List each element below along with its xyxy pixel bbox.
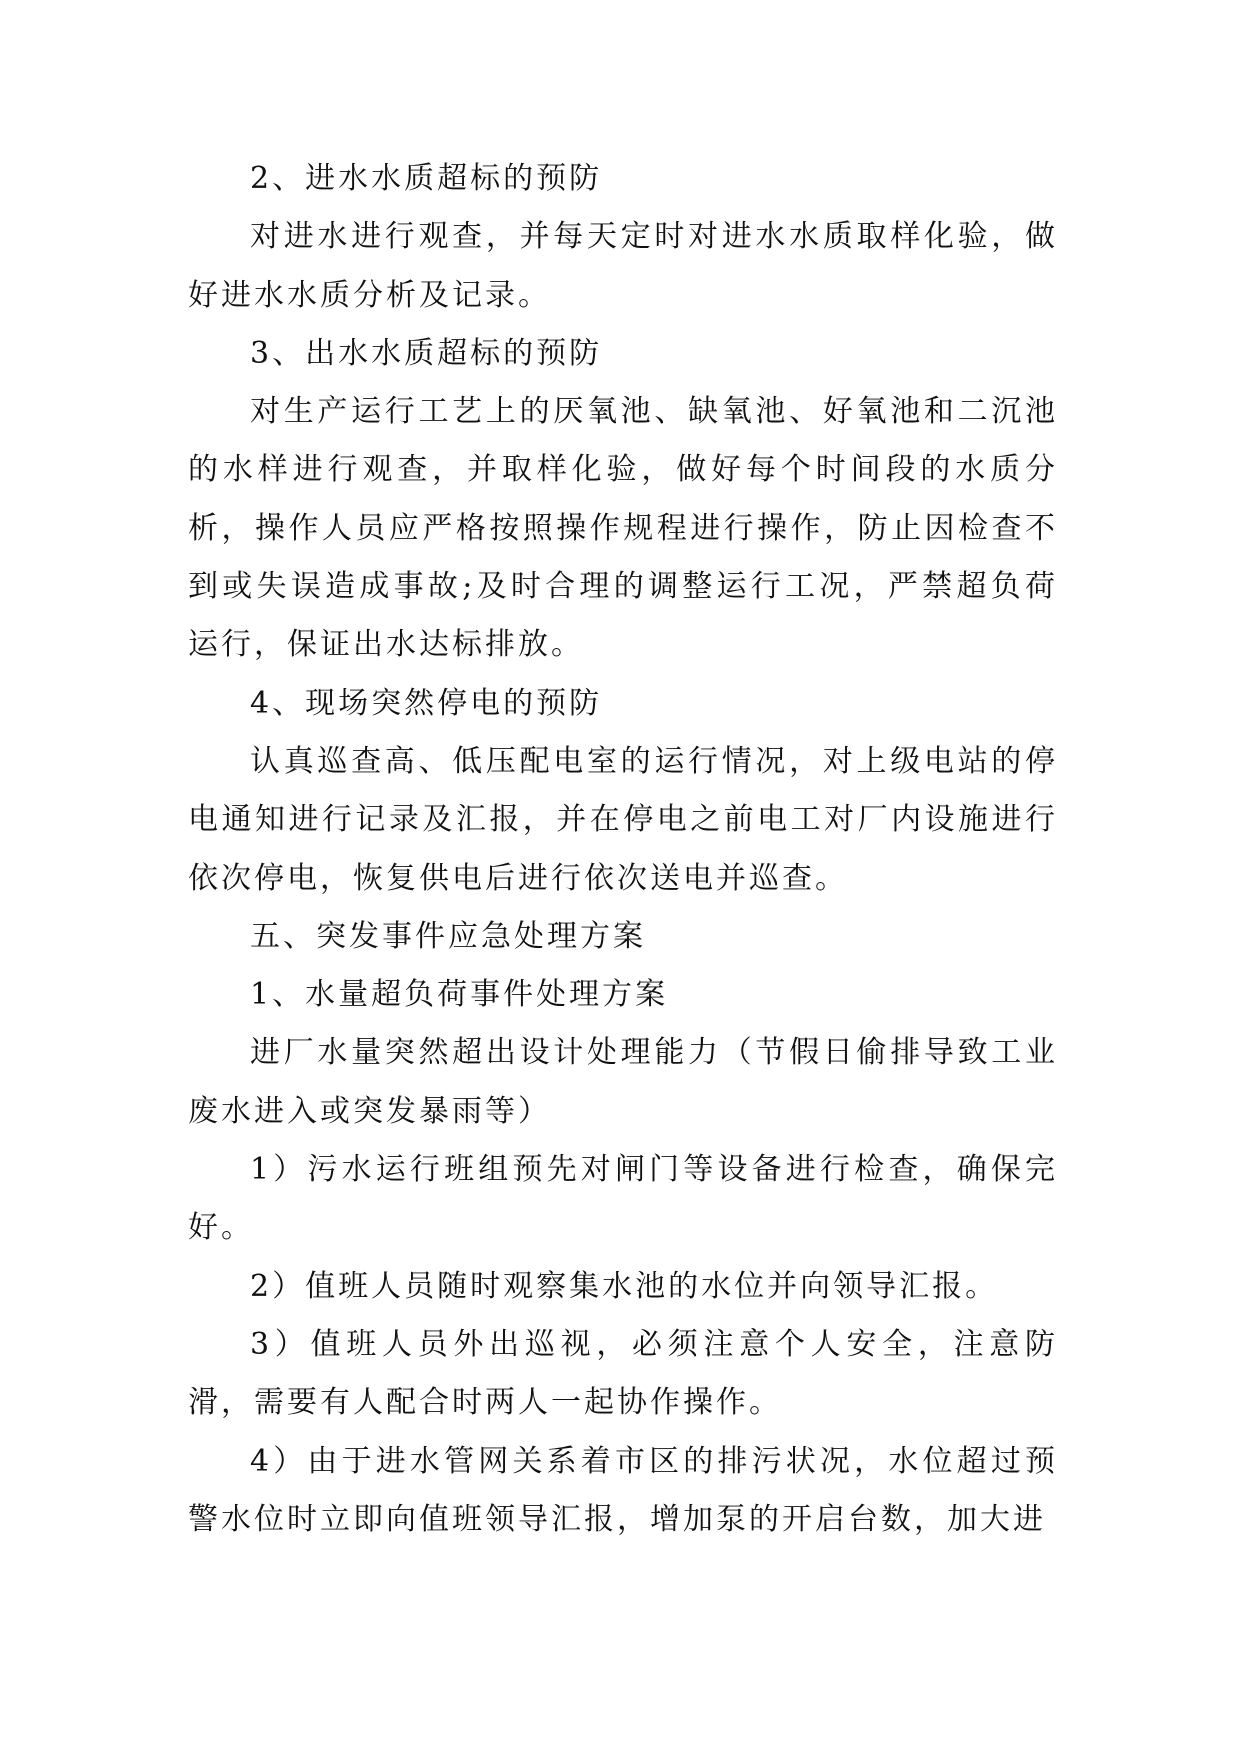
paragraph-influent-inspection: 对进水进行观查，并每天定时对进水水质取样化验，做好进水水质分析及记录。 (188, 219, 1058, 313)
list-item-4: 4）由于进水管网关系着市区的排污状况，水位超过预警水位时立即向值班领导汇报，增加泵的开启台数，加大进 (188, 1443, 1058, 1537)
heading-overload-plan: 1、水量超负荷事件处理方案 (250, 977, 669, 1013)
list-item-3: 3）值班人员外出巡视，必须注意个人安全，注意防滑，需要有人配合时两人一起协作操作。 (188, 1326, 1058, 1421)
paragraph-overload-cause: 进厂水量突然超出设计处理能力（节假日偷排导致工业废水进入或突发暴雨等） (188, 1035, 1058, 1129)
paragraph-effluent-inspection: 对生产运行工艺上的厌氧池、缺氧池、好氧池和二沉池的水样进行观查，并取样化验，做好每个时间段的水质分析，操作人员应严格按照操作规程进行操作，防止因检查不到或失误造成事故;及时合理的调整运行工况，严禁超负荷运行，保证出水达标排放。 (188, 394, 1058, 663)
heading-emergency-plan: 五、突发事件应急处理方案 (250, 918, 646, 954)
heading-influent-quality-prevention: 2、进水水质超标的预防 (250, 161, 603, 196)
heading-power-outage-prevention: 4、现场突然停电的预防 (250, 685, 603, 721)
document-body (188, 150, 1058, 1549)
paragraph-power-outage-procedure: 认真巡查高、低压配电室的运行情况，对上级电站的停电通知进行记录及汇报，并在停电之前电工对厂内设施进行依次停电，恢复供电后进行依次送电并巡查。 (188, 743, 1058, 896)
heading-effluent-quality-prevention: 3、出水水质超标的预防 (250, 335, 603, 371)
list-item-2: 2）值班人员随时观察集水池的水位并向领导汇报。 (250, 1268, 999, 1304)
list-item-1: 1）污水运行班组预先对闸门等设备进行检查，确保完好。 (188, 1152, 1058, 1246)
